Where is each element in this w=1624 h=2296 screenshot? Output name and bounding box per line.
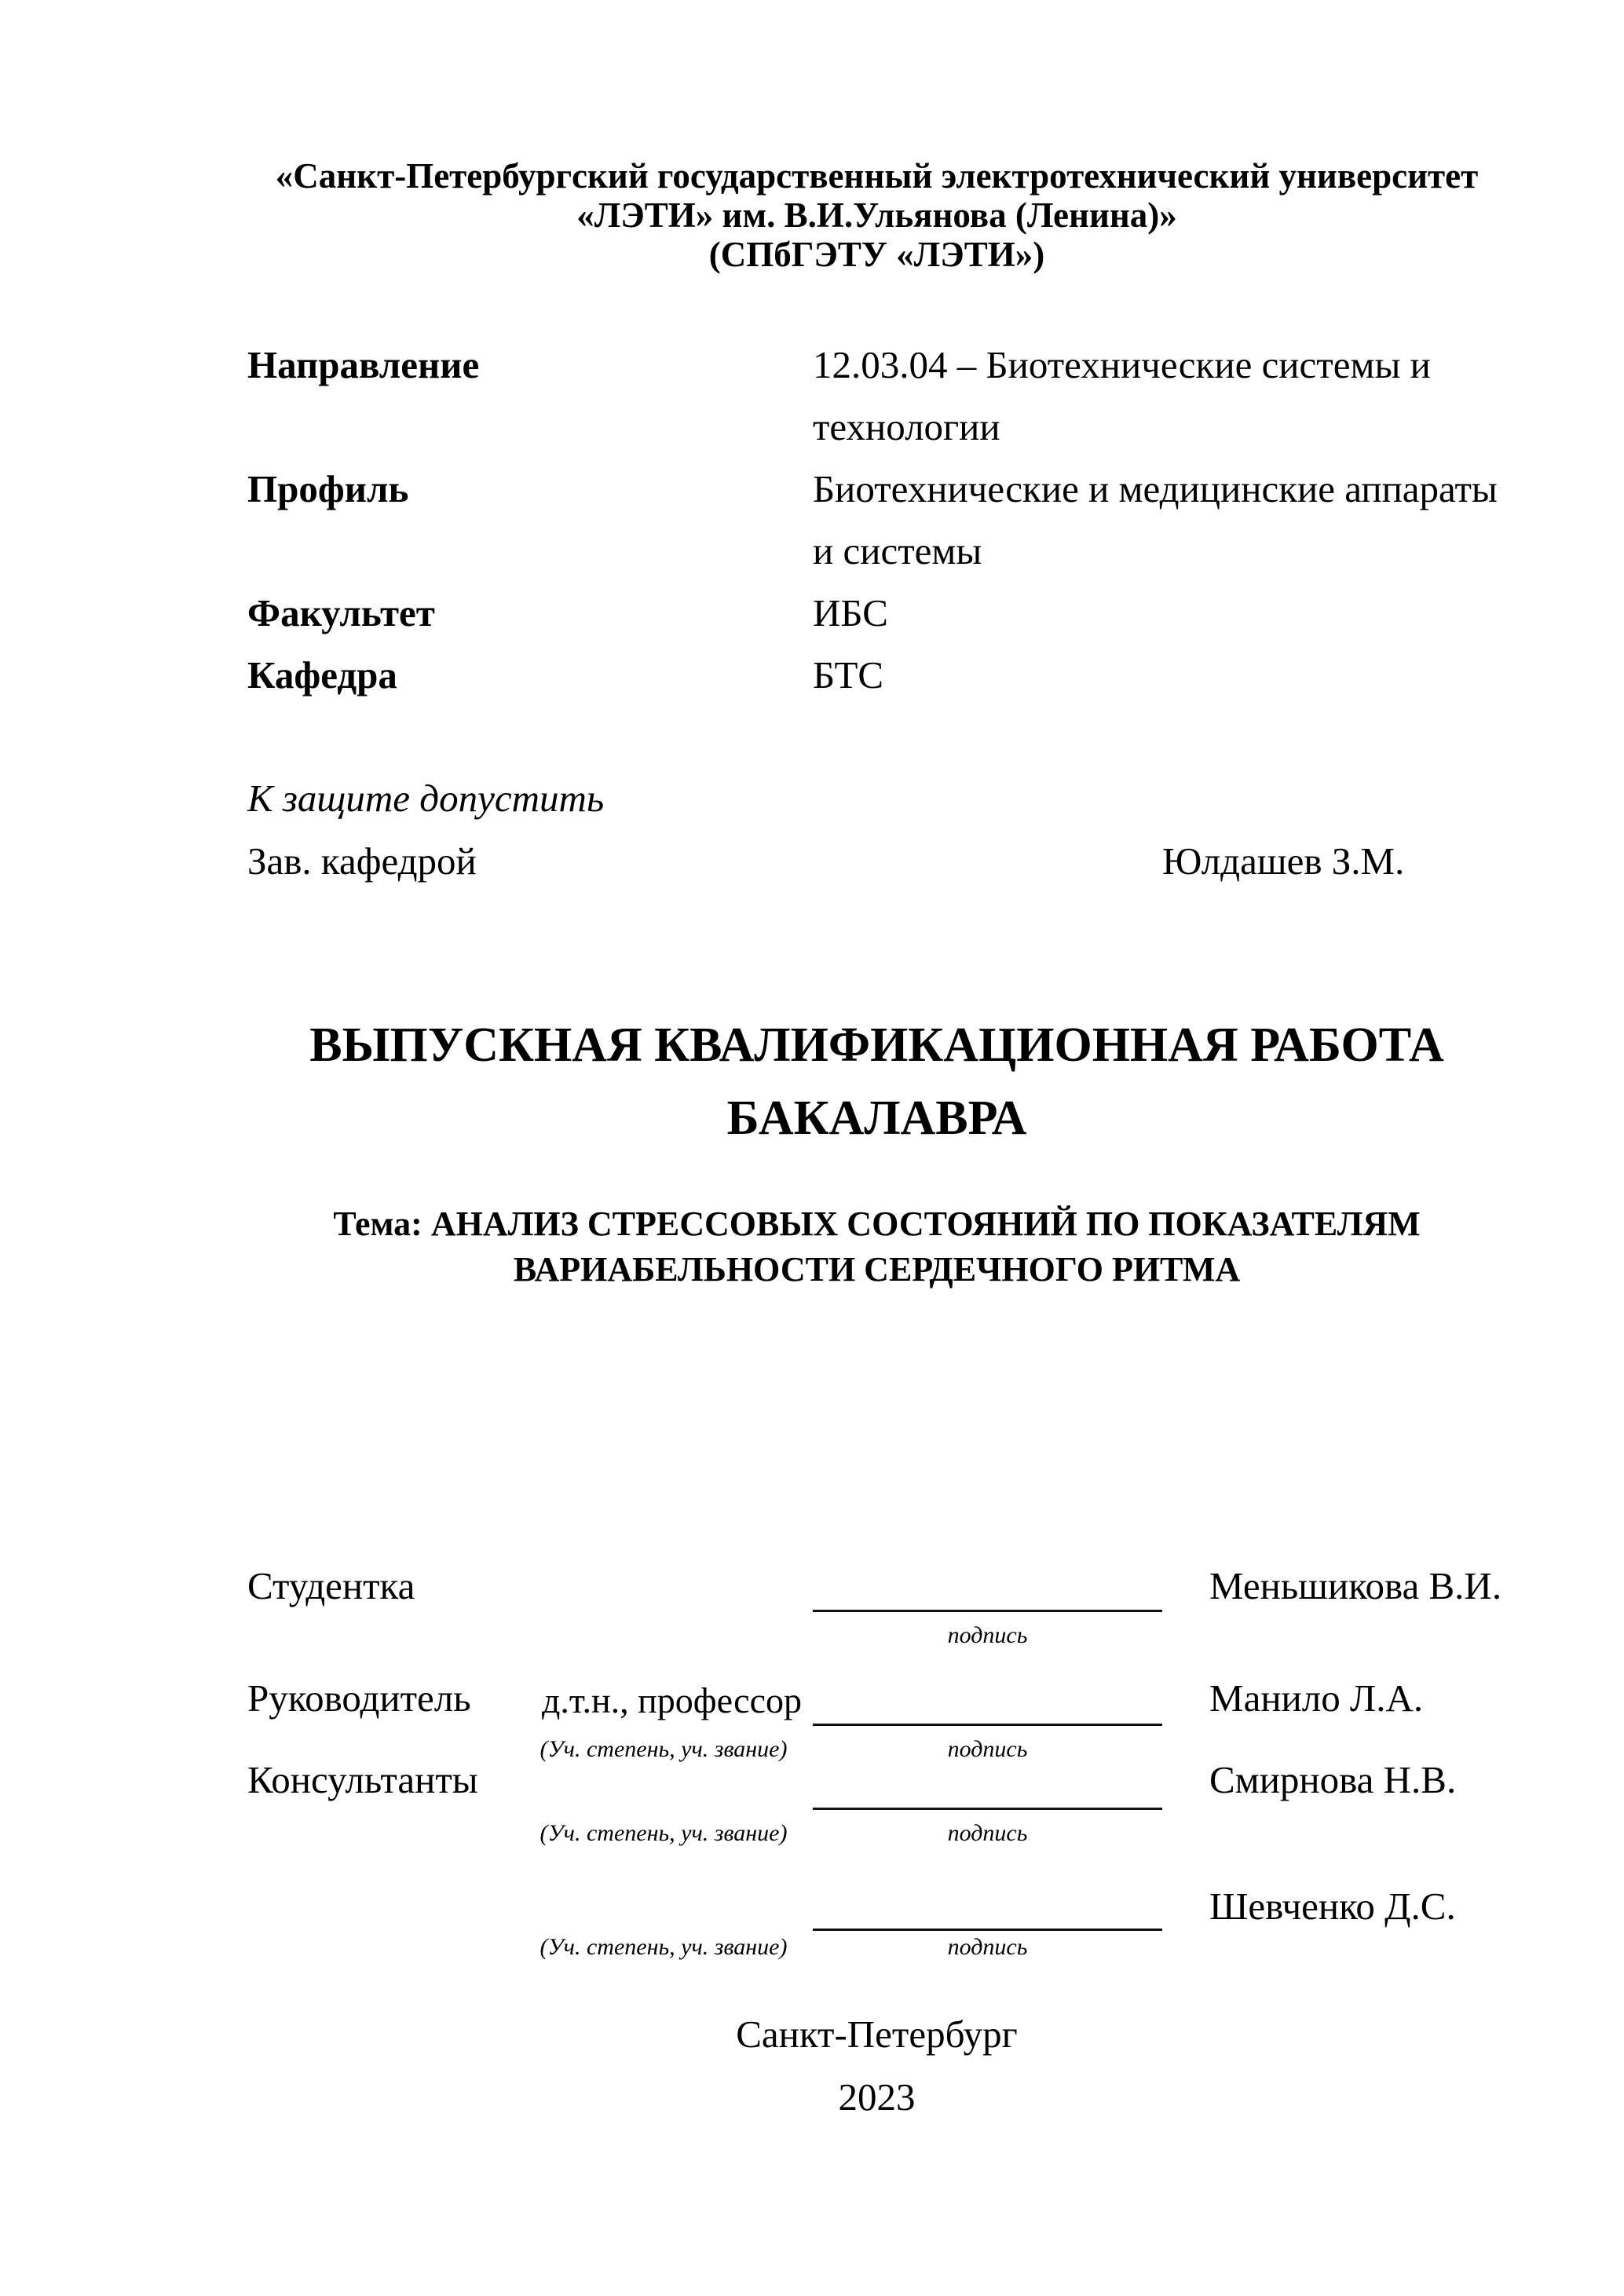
university-name-line-2: «ЛЭТИ» им. В.И.Ульянова (Ленина)» (576, 196, 1177, 235)
field-label-direction: Направление (247, 343, 480, 386)
field-label-department: Кафедра (247, 653, 397, 696)
field-value-direction-line-1: 12.03.04 – Биотехнические системы и (813, 343, 1431, 386)
admission-role: Зав. кафедрой (247, 839, 477, 883)
signature-caption-consultant-2: подпись (947, 1934, 1028, 1960)
signature-caption-consultant-1: подпись (947, 1820, 1028, 1846)
qualification-caption-consultant-2: (Уч. степень, уч. звание) (540, 1934, 788, 1960)
signature-line-supervisor (813, 1724, 1162, 1726)
footer-city: Санкт-Петербург (736, 2013, 1018, 2056)
signature-role-supervisor: Руководитель (247, 1676, 471, 1720)
signature-line-consultant-1 (813, 1808, 1162, 1810)
work-title-line-1: ВЫПУСКНАЯ КВАЛИФИКАЦИОННАЯ РАБОТА (309, 1018, 1444, 1072)
signature-name-consultant-2: Шевченко Д.С. (1209, 1885, 1456, 1928)
field-label-faculty: Факультет (247, 591, 435, 634)
field-value-department: БТС (813, 653, 884, 696)
signature-caption-student: подпись (947, 1622, 1028, 1648)
theme-line-2: ВАРИАБЕЛЬНОСТИ СЕРДЕЧНОГО РИТМА (513, 1250, 1241, 1289)
field-value-faculty: ИБС (813, 591, 888, 634)
signature-name-student: Меньшикова В.И. (1209, 1564, 1502, 1607)
university-name-line-1: «Санкт-Петербургский государственный электротехнический университет (275, 156, 1479, 196)
qualification-caption-supervisor: (Уч. степень, уч. звание) (540, 1736, 788, 1762)
field-value-profile-line-2: и системы (813, 529, 982, 572)
field-value-direction-line-2: технологии (813, 405, 1000, 448)
admission-head-name: Юлдашев З.М. (1162, 839, 1405, 883)
signature-name-supervisor: Манило Л.А. (1209, 1676, 1424, 1720)
qualification-caption-consultant-1: (Уч. степень, уч. звание) (540, 1820, 788, 1846)
signature-role-consultants: Консультанты (247, 1758, 478, 1801)
university-abbreviation: (СПбГЭТУ «ЛЭТИ») (708, 235, 1045, 274)
signature-role-student: Студентка (247, 1564, 415, 1607)
footer-year: 2023 (838, 2075, 916, 2119)
admission-permit-line: К защите допустить (247, 777, 605, 820)
signature-line-student (813, 1610, 1162, 1612)
theme-line-1: Тема: АНАЛИЗ СТРЕССОВЫХ СОСТОЯНИЙ ПО ПОКАЗАТЕЛЯМ (333, 1205, 1421, 1243)
field-label-profile: Профиль (247, 467, 409, 510)
signature-name-consultant-1: Смирнова Н.В. (1209, 1758, 1457, 1801)
work-title-line-2: БАКАЛАВРА (726, 1091, 1027, 1145)
field-value-profile-line-1: Биотехнические и медицинские аппараты (813, 467, 1498, 510)
signature-line-consultant-2 (813, 1929, 1162, 1931)
signature-qualification-supervisor: д.т.н., профессор (542, 1680, 802, 1720)
signature-caption-supervisor: подпись (947, 1736, 1028, 1762)
